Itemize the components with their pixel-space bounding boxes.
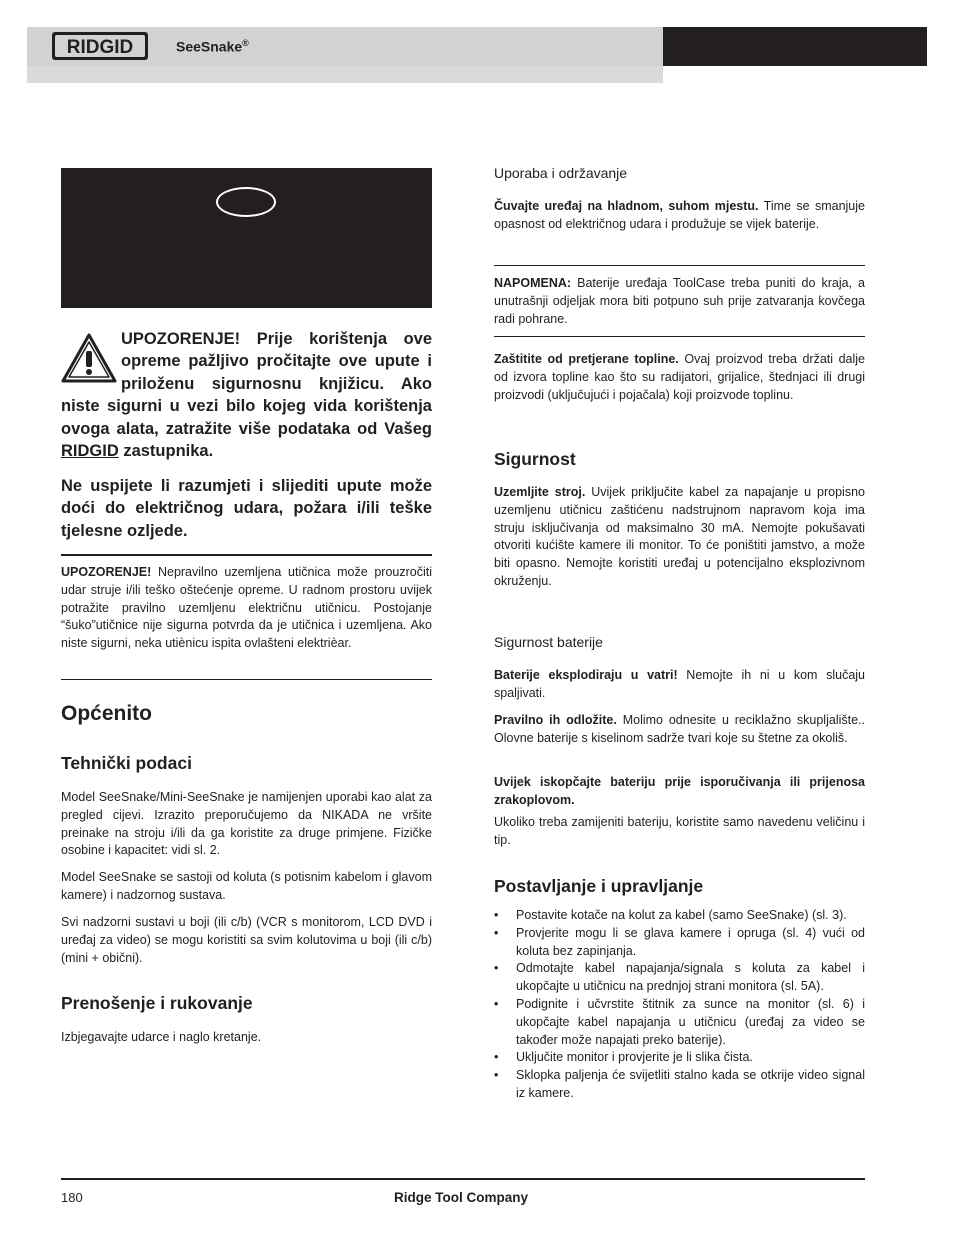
setup-list: [494, 907, 865, 1103]
battery-title: Sigurnost baterije: [494, 634, 603, 650]
list-item: • Provjerite mogu li se glava kamere i opruga (sl. 4) vući od koluta bez zapinjanja.: [494, 925, 865, 961]
divider: [61, 554, 432, 556]
ridgid-link[interactable]: RIDGID: [61, 442, 119, 461]
header-band: [27, 66, 663, 83]
specs-paragraph-3: Svi nadzorni sustavi u boji (ili c/b) (VCR s monitorom, LCD DVD i uređaj za video) se mogu koristiti sa svim kolutovima u boji (ili c/b) (mini + obični).: [61, 915, 432, 965]
battery-paragraph-1: [494, 667, 865, 703]
transport-paragraph: Izbjegavajte udarce i naglo kretanje.: [61, 1030, 262, 1044]
safety-lead: Uzemljite stroj.: [494, 485, 586, 499]
usage-paragraph-1: [494, 198, 865, 234]
usage-lead-1: Čuvajte uređaj na hladnom, suhom mjestu.: [494, 199, 759, 213]
footer-rule: [61, 1178, 865, 1180]
small-warning-text: Nepravilno uzemljena utičnica može prouzročiti udar struje i/ili teško oštećenje opreme. U radnom prostoru uvijek potražite pravilno uzemljenu električnu utičnicu. Postojanje “šuko”utičnice nije sigurna potvrda da je utičnica i uzemljena. Ako niste sigurni, neka utiènicu ispita ovlašteni elektrièar.: [61, 565, 432, 651]
note-label: NAPOMENA:: [494, 276, 572, 290]
safety-title: Sigurnost: [494, 449, 576, 469]
list-item: • Podignite i učvrstite štitnik za sunce na monitor (sl. 6) i ukopčajte kabel napajanja u utičnicu (uređaj za video se također može napajati preko baterije).: [494, 996, 865, 1049]
usage-text-2: Ovaj proizvod treba držati dalje od izvora topline kao što su radijatori, grijalice, štednjaci ili drugi proizvodi (uključujući i pojačala) koji proizvode toplinu.: [494, 352, 866, 402]
page-number: 180: [61, 1190, 83, 1205]
note-text: Baterije uređaja ToolCase treba puniti do kraja, a unutrašnji odjeljak mora biti potpuno suh prije zatvaranja kovčega radi pohrane.: [494, 276, 865, 326]
main-warning: [61, 328, 432, 462]
usage-title: Uporaba i održavanje: [494, 165, 628, 181]
divider: [61, 679, 432, 680]
battery-text-1: Nemojte ih ni u kom slučaju spaljivati.: [494, 668, 865, 700]
battery-lead-1: Baterije eksplodiraju u vatri!: [494, 668, 678, 682]
header-black-block: [663, 27, 927, 66]
product-label: SeeSnake: [176, 38, 243, 55]
usage-lead-2: Zaštitite od pretjerane topline.: [494, 352, 679, 366]
usage-text-1: Time se smanjuje opasnost od električnog udara i produžuje se vijek baterije.: [494, 199, 865, 231]
battery-paragraph-2: [494, 712, 865, 748]
safety-paragraph: [494, 484, 865, 591]
list-item: • Postavite kotače na kolut za kabel (samo SeeSnake) (sl. 3).: [494, 907, 865, 925]
usage-paragraph-2: [494, 351, 865, 404]
company-name: Ridge Tool Company: [394, 1190, 528, 1205]
general-title: Općenito: [61, 702, 153, 725]
ridgid-logo: [52, 32, 148, 60]
specs-paragraph-2: Model SeeSnake se sastoji od koluta (s potisnim kabelom i glavom kamere) i nadzornog sustava.: [61, 870, 432, 902]
logo-text: RIDGID: [66, 37, 134, 58]
battery-paragraph-3: Uvijek iskopčajte bateriju prije isporučivanja ili prijenosa zrakoplovom.: [494, 775, 865, 807]
small-warning-label: UPOZORENJE!: [61, 565, 152, 579]
divider: [494, 336, 865, 337]
battery-lead-2: Pravilno ih odložite.: [494, 713, 617, 727]
list-item: • Uključite monitor i provjerite je li slika čista.: [494, 1049, 865, 1067]
battery-text-2: Molimo odnesite u reciklažno skupljalište.. Olovne baterije s kiselinom sadrže tvari koje su štetne za okoliš.: [494, 713, 865, 745]
product-name: [176, 38, 249, 55]
transport-title: Prenošenje i rukovanje: [61, 993, 253, 1013]
battery-paragraph-4: Ukoliko treba zamijeniti bateriju, koristite samo navedenu veličinu i tip.: [494, 815, 865, 847]
warning-paragraph-2: Ne uspijete li razumjeti i slijediti upute može doći do električnog udara, požara i/ili teške tjelesne ozljede.: [61, 477, 432, 540]
registered-mark: ®: [242, 38, 249, 48]
electrical-warning: [61, 564, 432, 653]
list-item: • Odmotajte kabel napajanja/signala s koluta za kabel i ukopčajte u utičnicu na prednjoj strani monitora (sl. 5A).: [494, 960, 865, 996]
divider: [494, 265, 865, 266]
language-oval: [216, 187, 276, 217]
setup-title: Postavljanje i upravljanje: [494, 876, 704, 896]
safety-text: Uvijek priključite kabel za napajanje u propisno uzemljenu utičnicu zaštićenu nadstrujnom napravom koja ima struju isključivanja od maksimalno 30 mA. Nemojte pokušavati otvoriti kućište kamere ili monitor. To će poništiti jamstvo, a može biti opasno. Nemojte koristiti uređaj u potencijalno eksplozivnom okruženju.: [494, 485, 865, 588]
list-item: • Sklopka paljenja će svijetliti stalno kada se otkrije video signal iz kamere.: [494, 1067, 865, 1103]
usage-note: [494, 275, 865, 328]
specs-title: Tehnički podaci: [61, 753, 192, 773]
warning-text-end: zastupnika.: [118, 442, 214, 461]
warning-label: UPOZORENJE!: [121, 330, 241, 348]
specs-paragraph-1: Model SeeSnake/Mini-SeeSnake je namijenjen uporabi kao alat za pregled cijevi. Izrazito preporučujemo da NIKADA ne vršite preinake na stroju i/ili da ga koristite za druge primjene. Fizičke osobine i kapacitet: vidi sl. 2.: [61, 790, 432, 858]
warning-text: Prije korištenja ove opreme pažljivo pročitajte ove upute i priloženu sigurnosnu knjižicu. Ako niste sigurni u vezi bilo kojeg vida korištenja ovoga alata, zatražite više podataka od Vašeg: [61, 330, 432, 438]
